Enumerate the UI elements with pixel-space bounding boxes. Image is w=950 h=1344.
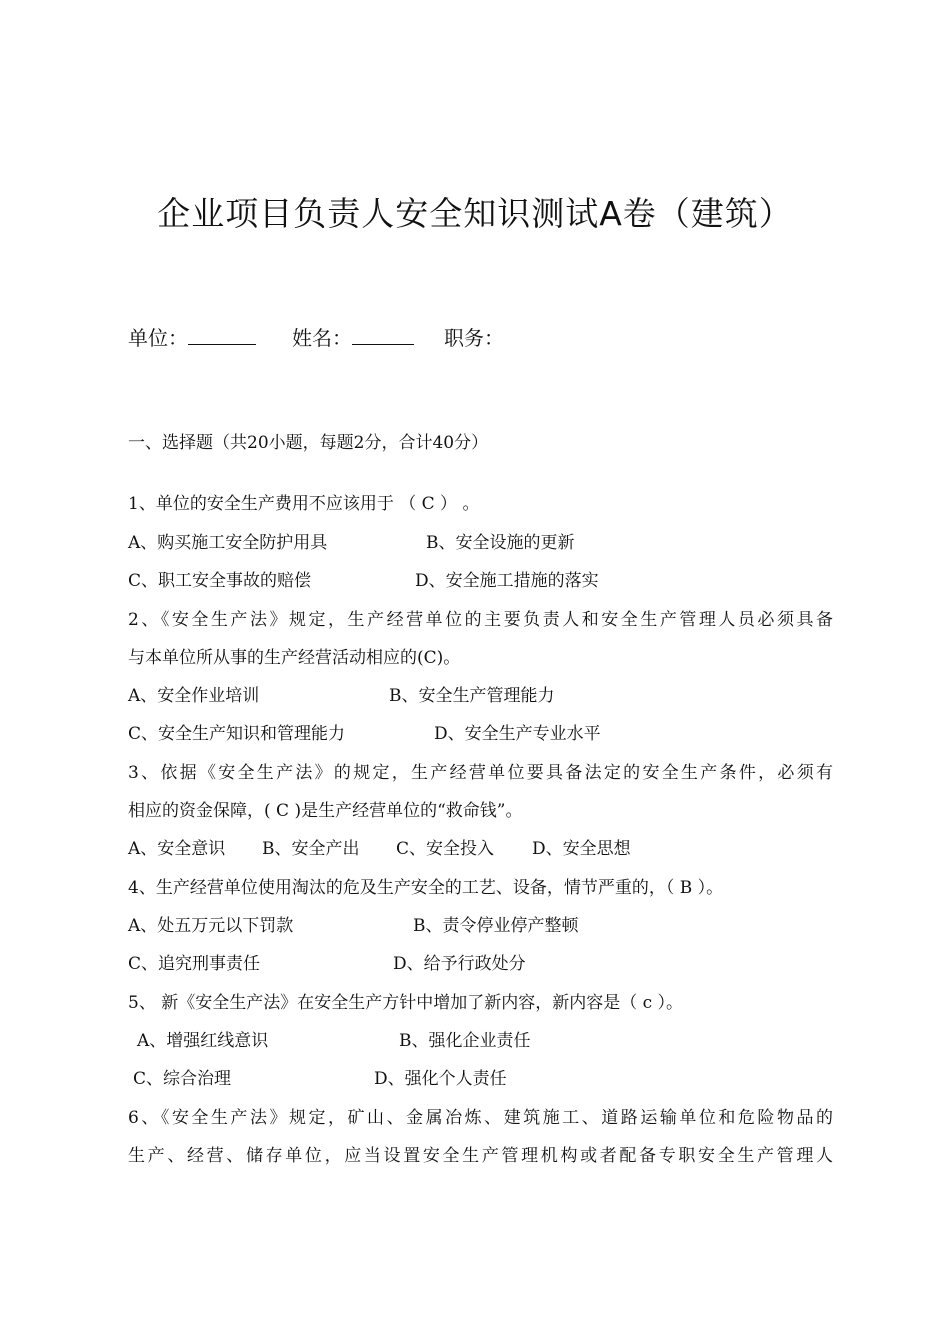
question-4-option-a: A、处五万元以下罚款 bbox=[128, 916, 294, 936]
question-4-text: 4、生产经营单位使用淘汰的危及生产安全的工艺、设备，情节严重的，（ B ）。 bbox=[128, 878, 724, 898]
question-4-option-d: D、给予行政处分 bbox=[393, 954, 526, 974]
question-2-option-d: D、安全生产专业水平 bbox=[434, 724, 601, 744]
question-2-option-a: A、安全作业培训 bbox=[128, 686, 260, 706]
question-6-text-line-1: 6、《安全生产法》规定，矿山、金属冶炼、建筑施工、道路运输单位和危险物品的 bbox=[128, 1108, 833, 1128]
respondent-info bbox=[128, 323, 504, 353]
position-label: 职务： bbox=[444, 326, 504, 350]
question-1-option-b: B、安全设施的更新 bbox=[426, 533, 575, 553]
question-3-text-line-1: 3、依据《安全生产法》的规定，生产经营单位要具备法定的安全生产条件，必须有 bbox=[128, 763, 833, 783]
unit-label: 单位： bbox=[128, 326, 188, 350]
section-heading: 一、选择题（共20小题，每题2分，合计40分） bbox=[128, 433, 489, 453]
question-1-option-c: C、职工安全事故的赔偿 bbox=[128, 571, 312, 591]
question-6-text-line-2: 生产、经营、储存单位，应当设置安全生产管理机构或者配备专职安全生产管理人 bbox=[128, 1146, 833, 1166]
question-5-option-d: D、强化个人责任 bbox=[374, 1069, 507, 1089]
name-label: 姓名： bbox=[292, 326, 352, 350]
question-4-option-c: C、追究刑事责任 bbox=[128, 954, 261, 974]
question-3-option-c: C、安全投入 bbox=[396, 839, 495, 859]
question-2-text-line-2: 与本单位所从事的生产经营活动相应的(C)。 bbox=[128, 648, 461, 668]
question-3-option-d: D、安全思想 bbox=[532, 839, 631, 859]
question-5-text: 5、 新《安全生产法》在安全生产方针中增加了新内容，新内容是（ c ）。 bbox=[128, 993, 684, 1013]
question-2-option-b: B、安全生产管理能力 bbox=[389, 686, 555, 706]
question-2-option-c: C、安全生产知识和管理能力 bbox=[128, 724, 346, 744]
question-2-text-line-1: 2、《安全生产法》规定，生产经营单位的主要负责人和安全生产管理人员必须具备 bbox=[128, 610, 833, 630]
question-3-option-a: A、安全意识 bbox=[128, 839, 226, 859]
question-5-option-c: C、综合治理 bbox=[133, 1069, 232, 1089]
question-4-option-b: B、责令停业停产整顿 bbox=[413, 916, 579, 936]
question-3-text-line-2: 相应的资金保障，( C )是生产经营单位的“救命钱”。 bbox=[128, 801, 523, 821]
question-1-option-d: D、安全施工措施的落实 bbox=[415, 571, 599, 591]
question-5-option-b: B、强化企业责任 bbox=[399, 1031, 531, 1051]
question-1-text: 1、单位的安全生产费用不应该用于 （ C ） 。 bbox=[128, 494, 480, 514]
question-3-option-b: B、安全产出 bbox=[262, 839, 360, 859]
name-blank[interactable] bbox=[352, 326, 414, 345]
question-1-option-a: A、购买施工安全防护用具 bbox=[128, 533, 328, 553]
page-title: 企业项目负责人安全知识测试A卷（建筑） bbox=[157, 194, 793, 233]
question-5-option-a: A、增强红线意识 bbox=[137, 1031, 269, 1051]
unit-blank[interactable] bbox=[188, 326, 256, 345]
